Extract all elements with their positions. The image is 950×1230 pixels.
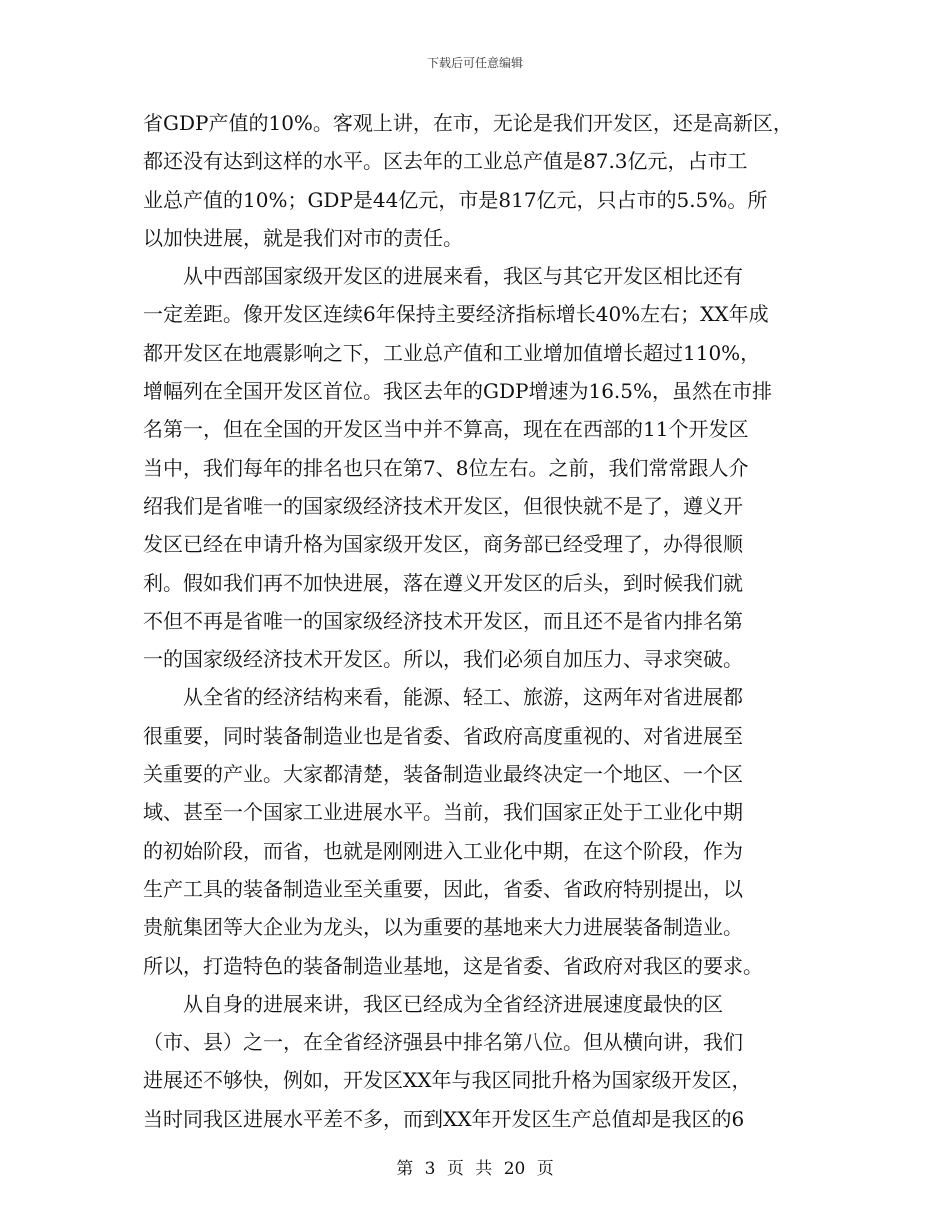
text-line: 利。假如我们再不加快进展，落在遵义开发区的后头，到时候我们就 [143, 570, 743, 595]
text-line: 一定差距。像开发区连续6年保持主要经济指标增长40%左右；XX年成 [143, 302, 769, 327]
text-line: 贵航集团等大企业为龙头，以为重要的基地来大力进展装备制造业。 [143, 915, 743, 940]
text-line: 名第一，但在全国的开发区当中并不算高，现在在西部的11个开发区 [143, 417, 749, 442]
text-line: （市、县）之一，在全省经济强县中排名第八位。但从横向讲，我们 [143, 1030, 743, 1055]
text-line: 当中，我们每年的排名也只在第7、8位左右。之前，我们常常跟人介 [143, 455, 749, 480]
paragraph-first-line: 从中西部国家级开发区的进展来看，我区与其它开发区相比还有 [183, 264, 743, 289]
text-line: 进展还不够快，例如，开发区XX年与我区同批升格为国家级开发区， [143, 1068, 752, 1093]
text-line: 所以，打造特色的装备制造业基地，这是省委、省政府对我区的要求。 [143, 953, 763, 978]
text-line: 绍我们是省唯一的国家级经济技术开发区，但很快就不是了，遵义开 [143, 493, 743, 518]
text-line: 不但不再是省唯一的国家级经济技术开发区，而且还不是省内排名第 [143, 608, 743, 633]
text-line: 的初始阶段，而省，也就是刚刚进入工业化中期，在这个阶段，作为 [143, 838, 743, 863]
text-line: 发区已经在申请升格为国家级开发区，商务部已经受理了，办得很顺 [143, 532, 743, 557]
text-line: 很重要，同时装备制造业也是省委、省政府高度重视的、对省进展至 [143, 723, 743, 748]
page-footer: 第 3 页 共 20 页 [396, 1159, 554, 1179]
text-line: 业总产值的10%；GDP是44亿元，市是817亿元，只占市的5.5%。所 [143, 187, 768, 212]
paragraph-first-line: 从自身的进展来讲，我区已经成为全省经济进展速度最快的区 [183, 991, 723, 1016]
document-body [143, 104, 823, 1138]
text-line: 增幅列在全国开发区首位。我区去年的GDP增速为16.5%，虽然在市排 [143, 379, 773, 404]
text-line: 以加快进展，就是我们对市的责任。 [143, 225, 463, 250]
text-line: 都还没有达到这样的水平。区去年的工业总产值是87.3亿元，占市工 [143, 149, 748, 174]
text-line: 省GDP产值的10%。客观上讲，在市，无论是我们开发区，还是高新区， [143, 111, 793, 135]
paragraph-first-line: 从全省的经济结构来看，能源、轻工、旅游，这两年对省进展都 [183, 685, 743, 710]
text-line: 当时同我区进展水平差不多，而到XX年开发区生产总值却是我区的6 [143, 1106, 745, 1131]
text-line: 关重要的产业。大家都清楚，装备制造业最终决定一个地区、一个区 [143, 762, 743, 787]
text-line: 一的国家级经济技术开发区。所以，我们必须自加压力、寻求突破。 [143, 647, 743, 672]
text-line: 都开发区在地震影响之下，工业总产值和工业增加值增长超过110%， [143, 340, 761, 365]
text-line: 生产工具的装备制造业至关重要，因此，省委、省政府特别提出，以 [143, 876, 743, 901]
page-header: 下载后可任意编辑 [426, 56, 523, 70]
text-line: 域、甚至一个国家工业进展水平。当前，我们国家正处于工业化中期 [143, 800, 743, 825]
